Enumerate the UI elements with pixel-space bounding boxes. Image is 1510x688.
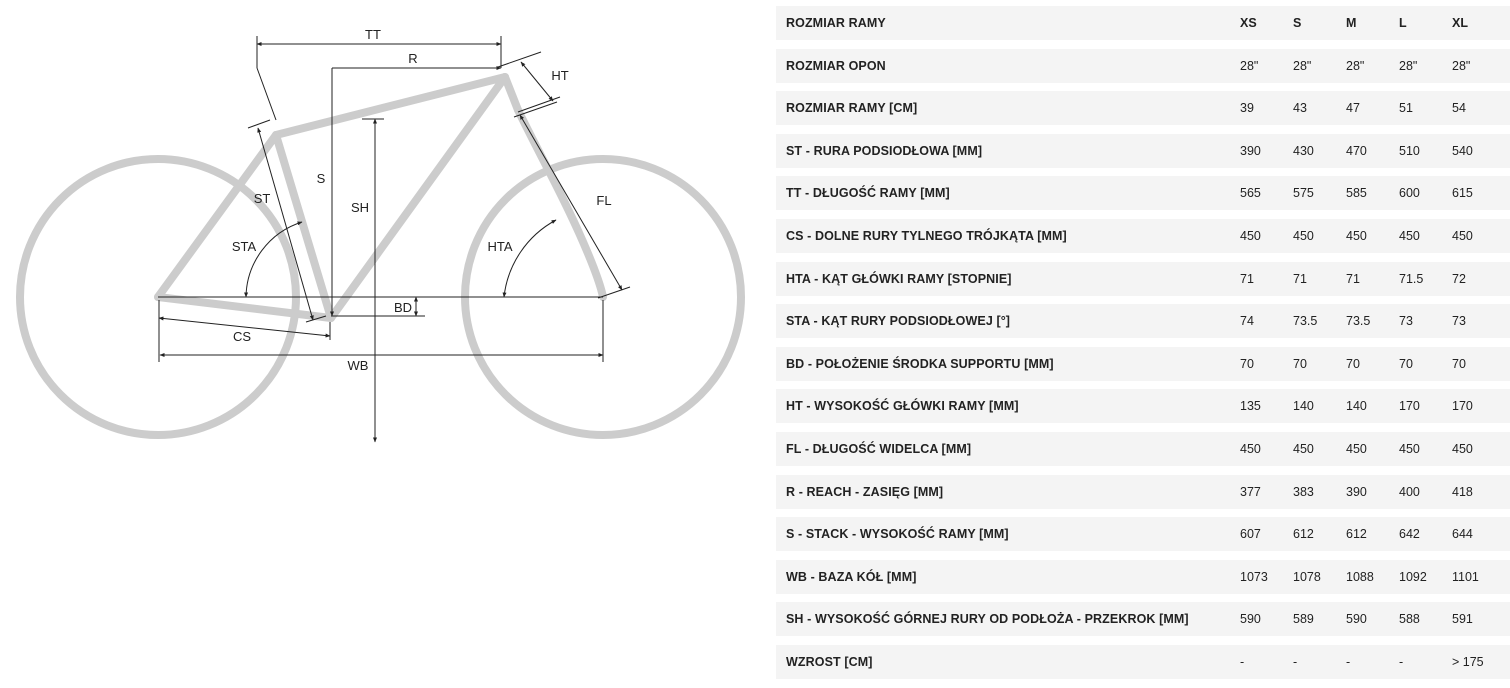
row-value: 73.5: [1293, 314, 1318, 329]
header-label: ROZMIAR RAMY: [786, 16, 886, 30]
row-value: 70: [1452, 356, 1466, 371]
row-value: 612: [1293, 527, 1314, 542]
row-value: 430: [1293, 143, 1314, 158]
row-value: 71: [1240, 271, 1254, 286]
row-value: 28": [1240, 58, 1259, 73]
row-label: HTA - KĄT GŁÓWKI RAMY [STOPNIE]: [786, 271, 1012, 286]
row-value: 1092: [1399, 569, 1427, 584]
table-header-row: [776, 6, 1510, 40]
row-value: 588: [1399, 612, 1420, 627]
row-value: 450: [1346, 441, 1367, 456]
header-size-s: S: [1293, 16, 1302, 30]
row-value: 589: [1293, 612, 1314, 627]
row-value: 54: [1452, 101, 1466, 116]
label-tt: TT: [365, 27, 381, 42]
label-fl: FL: [596, 193, 612, 208]
row-value: 600: [1399, 186, 1420, 201]
row-value: 470: [1346, 143, 1367, 158]
row-value: 418: [1452, 484, 1473, 499]
row-value: 135: [1240, 399, 1261, 414]
header-size-m: M: [1346, 16, 1357, 30]
row-value: 140: [1293, 399, 1314, 414]
row-value: 575: [1293, 186, 1314, 201]
table-row: [776, 347, 1510, 381]
row-value: 450: [1293, 441, 1314, 456]
row-value: 1101: [1452, 569, 1479, 584]
row-value: 390: [1346, 484, 1367, 499]
bike-frame: [158, 77, 603, 318]
header-size-l: L: [1399, 16, 1407, 30]
table-body: [776, 49, 1510, 679]
row-label: WZROST [CM]: [786, 654, 873, 669]
row-label: STA - KĄT RURY PODSIODŁOWEJ [°]: [786, 314, 1011, 329]
row-value: 585: [1346, 186, 1367, 201]
row-value: 450: [1240, 441, 1261, 456]
row-value: 450: [1240, 228, 1261, 243]
row-value: 73: [1399, 314, 1413, 329]
row-value: 450: [1399, 228, 1420, 243]
row-value: 1088: [1346, 569, 1374, 584]
row-value: 644: [1452, 527, 1473, 542]
table-row: [776, 475, 1510, 509]
row-label: HT - WYSOKOŚĆ GŁÓWKI RAMY [MM]: [786, 399, 1019, 414]
row-value: 70: [1346, 356, 1360, 371]
row-value: 73.5: [1346, 314, 1371, 329]
row-value: > 175: [1452, 654, 1484, 669]
table-row: [776, 176, 1510, 210]
row-value: 70: [1293, 356, 1307, 371]
label-r: R: [408, 51, 418, 66]
row-value: -: [1240, 654, 1245, 669]
row-value: 1078: [1293, 569, 1321, 584]
row-label: SH - WYSOKOŚĆ GÓRNEJ RURY OD PODŁOŻA - PRZEKROK [MM]: [786, 612, 1189, 627]
row-value: 71: [1293, 271, 1307, 286]
row-label: ROZMIAR RAMY [CM]: [786, 101, 918, 116]
table-row: [776, 389, 1510, 423]
row-value: 140: [1346, 399, 1367, 414]
row-value: 607: [1240, 527, 1261, 542]
row-label: BD - POŁOŻENIE ŚRODKA SUPPORTU [MM]: [786, 356, 1054, 371]
dimension-lines: [158, 36, 630, 442]
row-value: 591: [1452, 612, 1473, 627]
label-bd: BD: [393, 300, 413, 315]
row-value: 28": [1293, 58, 1312, 73]
row-value: 590: [1346, 612, 1367, 627]
label-hta: HTA: [487, 239, 513, 254]
header-size-xs: XS: [1240, 16, 1257, 30]
row-value: 450: [1346, 228, 1367, 243]
header-size-xl: XL: [1452, 16, 1468, 30]
row-label: S - STACK - WYSOKOŚĆ RAMY [MM]: [786, 527, 1009, 542]
row-value: 71: [1346, 271, 1360, 286]
row-value: 170: [1399, 399, 1420, 414]
row-value: 390: [1240, 143, 1261, 158]
bike-geometry-diagram: [0, 0, 760, 676]
table-row: [776, 91, 1510, 125]
row-value: 590: [1240, 612, 1261, 627]
label-wb: WB: [347, 358, 369, 373]
table-row: [776, 560, 1510, 594]
row-value: 28": [1452, 58, 1471, 73]
row-value: 642: [1399, 527, 1420, 542]
label-sta: STA: [231, 239, 257, 254]
row-value: 612: [1346, 527, 1367, 542]
row-value: 28": [1399, 58, 1418, 73]
row-label: R - REACH - ZASIĘG [MM]: [786, 484, 944, 499]
row-value: 39: [1240, 101, 1254, 116]
row-value: 43: [1293, 101, 1307, 116]
label-cs: CS: [232, 329, 252, 344]
row-value: 450: [1452, 228, 1473, 243]
row-value: 1073: [1240, 569, 1268, 584]
table-row: [776, 602, 1510, 636]
table-row: [776, 645, 1510, 679]
row-value: 450: [1399, 441, 1420, 456]
row-label: ST - RURA PODSIODŁOWA [MM]: [786, 143, 983, 158]
label-st: ST: [253, 191, 271, 206]
row-value: -: [1293, 654, 1298, 669]
table-row: [776, 134, 1510, 168]
row-value: 51: [1399, 101, 1413, 116]
row-label: FL - DŁUGOŚĆ WIDELCA [MM]: [786, 441, 972, 456]
label-sh: SH: [350, 200, 370, 215]
row-value: 540: [1452, 143, 1473, 158]
table-row: [776, 432, 1510, 466]
table-row: [776, 49, 1510, 83]
row-value: 71.5: [1399, 271, 1424, 286]
row-value: 73: [1452, 314, 1466, 329]
row-value: 615: [1452, 186, 1473, 201]
row-label: CS - DOLNE RURY TYLNEGO TRÓJKĄTA [MM]: [786, 228, 1067, 243]
row-value: -: [1399, 654, 1404, 669]
table-row: [776, 262, 1510, 296]
row-value: 28": [1346, 58, 1365, 73]
row-value: 70: [1240, 356, 1254, 371]
row-value: 74: [1240, 314, 1254, 329]
label-s: S: [316, 171, 326, 186]
row-value: 510: [1399, 143, 1420, 158]
row-value: 400: [1399, 484, 1420, 499]
row-value: 383: [1293, 484, 1314, 499]
row-value: 565: [1240, 186, 1261, 201]
row-label: TT - DŁUGOŚĆ RAMY [MM]: [786, 186, 950, 201]
row-value: 72: [1452, 271, 1466, 286]
row-value: 70: [1399, 356, 1413, 371]
row-label: ROZMIAR OPON: [786, 58, 886, 73]
table-row: [776, 219, 1510, 253]
row-value: 377: [1240, 484, 1261, 499]
row-value: 450: [1452, 441, 1473, 456]
row-value: 450: [1293, 228, 1314, 243]
row-value: 170: [1452, 399, 1473, 414]
geometry-table: [776, 6, 1510, 688]
row-value: -: [1346, 654, 1351, 669]
row-label: WB - BAZA KÓŁ [MM]: [786, 569, 917, 584]
table-row: [776, 517, 1510, 551]
row-value: 47: [1346, 101, 1360, 116]
table-row: [776, 304, 1510, 338]
label-ht: HT: [551, 68, 569, 83]
